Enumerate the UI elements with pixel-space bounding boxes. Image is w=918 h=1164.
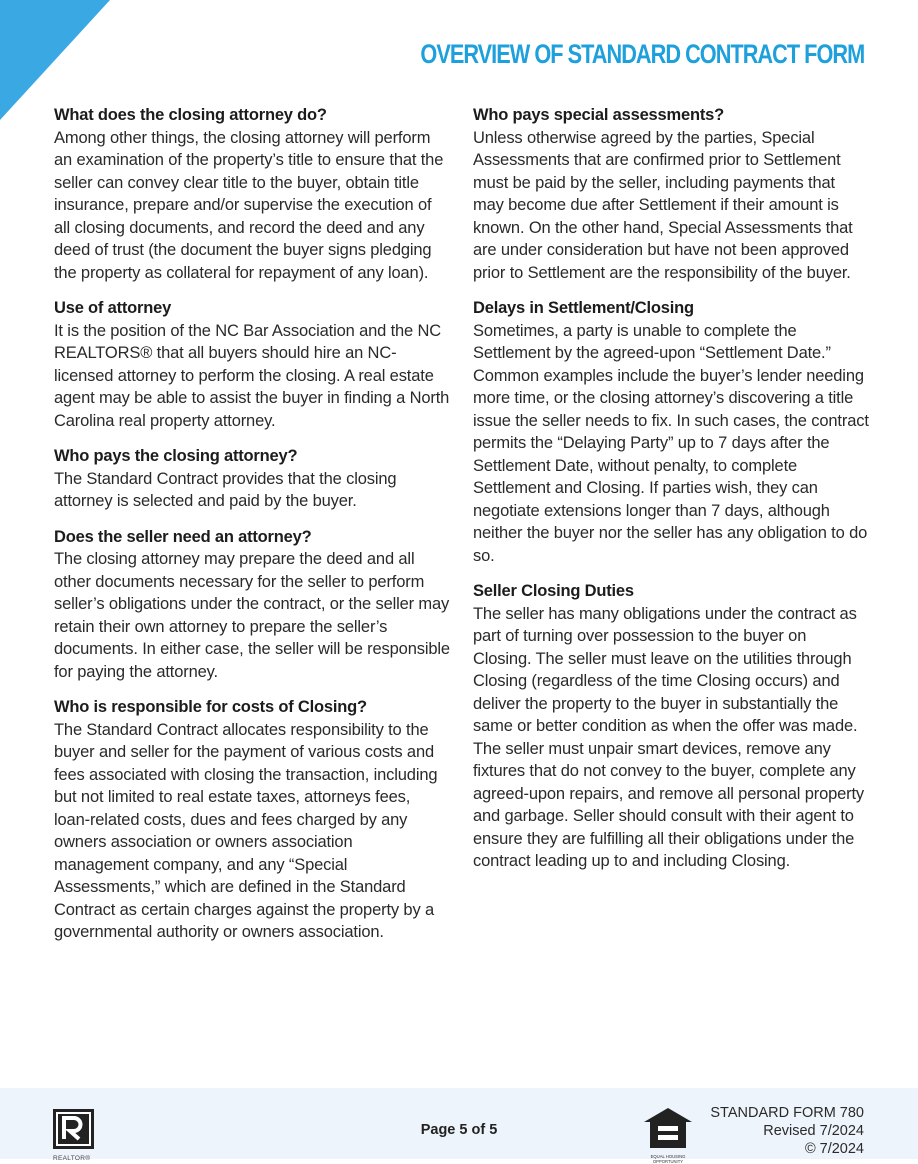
section-body: Unless otherwise agreed by the parties, Special Assessments that are confirmed prior to Settlement must be paid by the seller, including payments that may become due after Settlement if their amount is known. On the other hand, Special Assessments that are under consideration but have not been approved prior to Settlement are the responsibility of the buyer.	[473, 128, 853, 282]
equal-housing-house-icon	[643, 1106, 693, 1150]
copyright: © 7/2024	[804, 1141, 864, 1157]
section-body: Sometimes, a party is unable to complete the Settlement by the agreed-upon “Settlement Date.” Common examples include the buyer’s lender needing more time, or the closing attorney’s discovering a title issue the seller needs to fix. In such cases, the contract permits the “Delaying Party” up to 7 days after the Settlement Date, without penalty, to complete Settlement and Closing. If parties wish, they can negotiate extensions longer than 7 days, although neither the buyer nor the seller has any obligation to do so.	[473, 321, 869, 565]
form-info	[710, 1104, 864, 1158]
equal-housing-logo-text: EQUAL HOUSING OPPORTUNITY	[650, 1154, 686, 1164]
section-who-pays-attorney	[54, 445, 450, 513]
section-closing-costs	[54, 696, 450, 944]
section-special-assessments	[473, 104, 869, 284]
page-number: Page 5 of 5	[420, 1122, 498, 1138]
page-title: OVERVIEW OF STANDARD CONTRACT FORM	[420, 39, 864, 69]
section-heading: Does the seller need an attorney?	[54, 527, 312, 546]
section-heading: Seller Closing Duties	[473, 582, 634, 600]
section-body: It is the position of the NC Bar Association and the NC REALTORS® that all buyers should hire an NC-licensed attorney to perform the closing. A real estate agent may be able to assist the buyer in finding a North Carolina real property attorney.	[54, 321, 450, 430]
revised-date: Revised 7/2024	[763, 1123, 864, 1139]
section-use-of-attorney	[54, 297, 450, 432]
equal-housing-opportunity-logo	[643, 1106, 693, 1164]
section-body: The Standard Contract provides that the closing attorney is selected and paid by the buyer.	[54, 469, 397, 510]
section-heading: What does the closing attorney do?	[54, 106, 327, 124]
section-heading: Who pays the closing attorney?	[54, 447, 298, 465]
form-number: STANDARD FORM 780	[710, 1105, 864, 1121]
section-settlement-delays	[473, 297, 869, 567]
section-heading: Who is responsible for costs of Closing?	[54, 698, 367, 716]
section-seller-closing-duties	[473, 580, 869, 873]
realtor-logo-text: REALTOR®	[53, 1155, 91, 1162]
section-closing-attorney-role	[54, 104, 450, 284]
corner-triangle-decoration	[0, 0, 110, 120]
section-body: Among other things, the closing attorney will perform an examination of the property’s title to ensure that the seller can convey clear title to the buyer, obtain title insurance, prepare and/or supervise the execution of all closing documents, and record the deed and any deed of trust (the document the buyer signs pledging the property as collateral for repayment of any loan).	[54, 128, 444, 282]
section-body: The closing attorney may prepare the deed and all other documents necessary for the seller to perform seller’s obligations under the contract, or the seller may retain their own attorney to prepare the seller’s documents. In either case, the seller will be responsible for paying the attorney.	[54, 550, 450, 681]
left-column	[54, 104, 450, 957]
section-seller-attorney	[54, 526, 450, 684]
section-body: The seller has many obligations under the contract as part of turning over possession to the buyer on Closing. The seller must leave on the utilities through Closing (regardless of the time Closing occurs) and deliver the property to the buyer in substantially the same or better condition as when the offer was made. The seller must unpair smart devices, remove any fixtures that do not convey to the buyer, complete any agreed-upon repairs, and remove all personal property and garbage. Seller should consult with their agent to ensure they are fulfilling all their obligations under the contract leading up to and including Closing.	[473, 604, 865, 870]
section-body: The Standard Contract allocates responsibility to the buyer and seller for the payment of various costs and fees associated with closing the transaction, including but not limited to real estate taxes, attorneys fees, loan-related costs, dues and fees charged by any owners association or owners association management company, and any “Special Assessments,” which are defined in the Standard Contract as certain charges against the property by a governmental authority or owners association.	[54, 720, 438, 941]
section-heading: Use of attorney	[54, 299, 172, 317]
section-heading: Delays in Settlement/Closing	[473, 299, 694, 317]
section-heading: Who pays special assessments?	[473, 106, 724, 124]
page-footer	[0, 1088, 918, 1164]
right-column	[473, 104, 869, 886]
